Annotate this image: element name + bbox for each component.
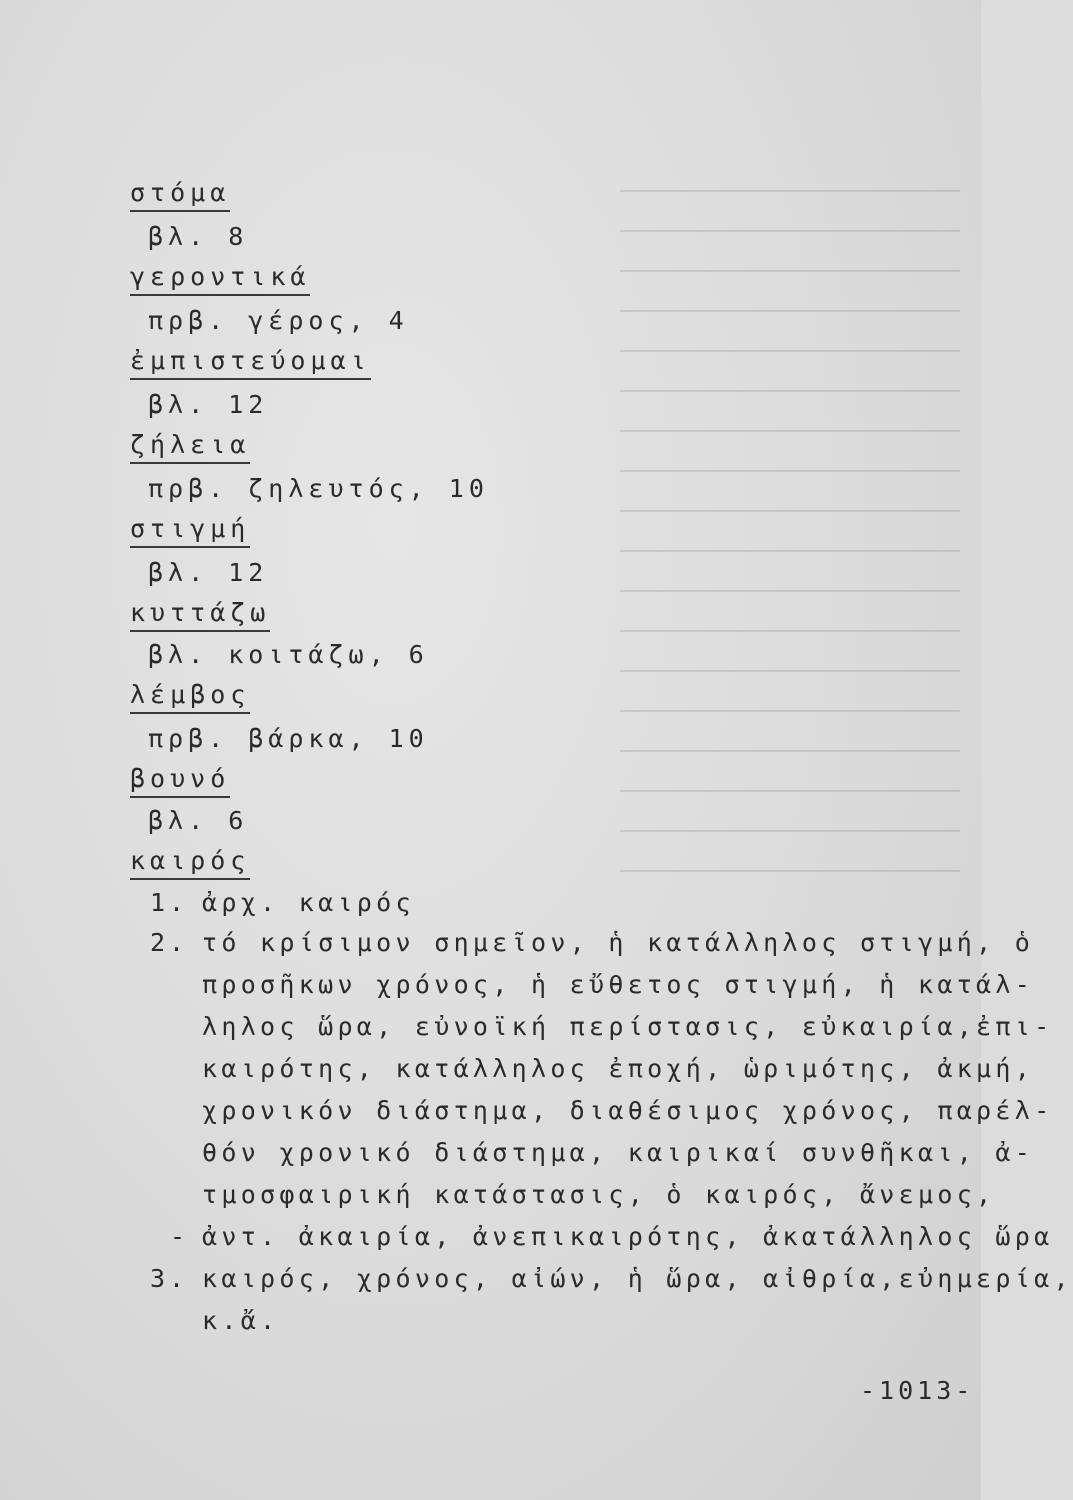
sense-line: καιρότης, κατάλληλος ἐποχή, ὡριμότης, ἀκμή,: [202, 1054, 1035, 1083]
sense-number: 2.: [150, 928, 189, 957]
sense-number: 3.: [150, 1264, 189, 1293]
sense-line: κ.ἄ.: [202, 1306, 280, 1335]
entry-headword-lemvos: λέμβος: [130, 680, 250, 714]
entry-reference: πρβ. γέρος, 4: [148, 306, 409, 335]
sense-line: τμοσφαιρική κατάστασις, ὁ καιρός, ἄνεμος,: [202, 1180, 996, 1209]
sense-line: ἀρχ. καιρός: [202, 888, 415, 917]
antonym-dash: -: [170, 1222, 190, 1251]
entry-headword-vouno: βουνό: [130, 764, 230, 798]
entry-reference: πρβ. βάρκα, 10: [148, 724, 429, 753]
page-number: -1013-: [860, 1376, 975, 1405]
entry-reference: βλ. 12: [148, 558, 269, 587]
sense-line: προσῆκων χρόνος, ἡ εὔθετος στιγμή, ἡ κατάλ-: [202, 970, 1035, 999]
sense-line: καιρός, χρόνος, αἰών, ἡ ὥρα, αἰθρία,εὐημερία,: [202, 1264, 1073, 1293]
sense-line: ἀντ. ἀκαιρία, ἀνεπικαιρότης, ἀκατάλληλος ὥρα: [202, 1222, 1054, 1251]
entry-headword-gerontika: γεροντικά: [130, 262, 310, 296]
sense-line: ληλος ὥρα, εὐνοϊκή περίστασις, εὐκαιρία,ἐπι-: [202, 1012, 1054, 1041]
entry-reference: βλ. κοιτάζω, 6: [148, 640, 429, 669]
entry-reference: πρβ. ζηλευτός, 10: [148, 474, 489, 503]
entry-headword-stoma: στόμα: [130, 178, 230, 212]
entry-reference: βλ. 8: [148, 222, 249, 251]
entry-reference: βλ. 6: [148, 806, 249, 835]
sense-line: θόν χρονικό διάστημα, καιρικαί συνθῆκαι, ἀ-: [202, 1138, 1035, 1167]
sense-line: τό κρίσιμον σημεῖον, ἡ κατάλληλος στιγμή, ὁ: [202, 928, 1035, 957]
entry-reference: βλ. 12: [148, 390, 269, 419]
entry-headword-kyttazo: κυττάζω: [130, 598, 270, 632]
entry-headword-zileia: ζήλεια: [130, 430, 250, 464]
entry-headword-empisteyomai: ἐμπιστεύομαι: [130, 346, 371, 380]
sense-number: 1.: [150, 888, 189, 917]
entry-headword-stigmi: στιγμή: [130, 514, 250, 548]
entry-headword-kairos: καιρός: [130, 846, 250, 880]
sense-line: χρονικόν διάστημα, διαθέσιμος χρόνος, παρέλ-: [202, 1096, 1054, 1125]
